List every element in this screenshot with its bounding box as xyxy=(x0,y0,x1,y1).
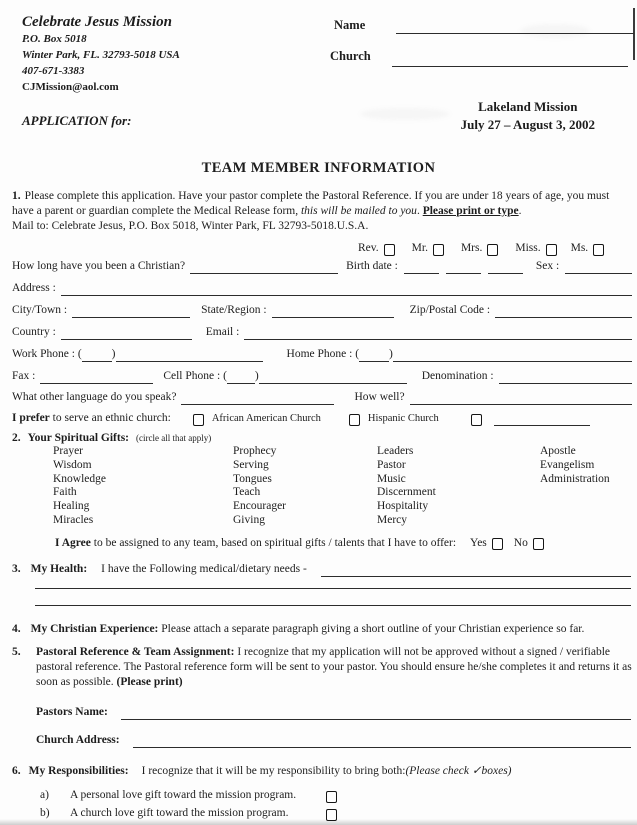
gift-option[interactable]: Knowledge xyxy=(53,472,107,485)
ethnic-hispanic-checkbox[interactable] xyxy=(349,414,360,426)
email-blank[interactable] xyxy=(244,326,632,340)
country-email-row xyxy=(12,325,632,340)
gift-option[interactable]: Healing xyxy=(53,500,90,513)
denomination-blank[interactable] xyxy=(499,370,632,384)
org-address-line1: P.O. Box 5018 xyxy=(22,33,87,45)
org-header-block xyxy=(22,13,180,95)
address-row xyxy=(12,281,632,296)
no-label: No xyxy=(513,537,528,549)
work-phone-close-paren: ) xyxy=(111,348,116,360)
org-email: CJMission@aol.com xyxy=(22,81,119,93)
gift-option[interactable]: Faith xyxy=(53,486,77,499)
cell-phone-blank[interactable] xyxy=(259,370,407,384)
gift-option[interactable]: Serving xyxy=(233,458,269,471)
responsibilities-note: (Please check ✓boxes) xyxy=(405,765,512,777)
zip-postal-blank[interactable] xyxy=(495,304,632,318)
mr-label: Mr. xyxy=(411,242,428,254)
church-address-row xyxy=(36,733,631,748)
ethnic-church-row xyxy=(12,411,632,426)
work-phone-blank[interactable] xyxy=(116,348,263,362)
org-address-line2: Winter Park, FL. 32793-5018 USA xyxy=(22,49,180,61)
fax-blank[interactable] xyxy=(40,370,153,384)
miss-label: Miss. xyxy=(515,242,541,254)
gift-option[interactable]: Administration xyxy=(540,472,610,485)
yes-label: Yes xyxy=(470,537,487,549)
pastors-name-label: Pastors Name: xyxy=(36,706,108,718)
email-label: Email : xyxy=(205,326,240,338)
cell-phone-label: Cell Phone : ( xyxy=(163,370,227,382)
gifts-column-2 xyxy=(233,445,377,528)
church-label: Church xyxy=(330,49,371,63)
rev-label: Rev. xyxy=(358,242,379,254)
health-notes-blank-1[interactable] xyxy=(321,563,631,577)
responsibilities-heading: My Responsibilities: xyxy=(28,765,129,777)
mission-dates: July 27 – August 3, 2002 xyxy=(460,117,595,132)
gifts-column-1 xyxy=(53,445,233,528)
agree-bold-label: I Agree xyxy=(55,537,91,549)
rev-checkbox[interactable] xyxy=(384,244,395,256)
instructions-text: Please complete this application. Have your pastor complete the Pastoral Reference. If you are under 18 years of age, you must have a parent or guardian complete the Medical Release form, xyxy=(12,190,610,217)
state-region-blank[interactable] xyxy=(272,304,394,318)
form-title: TEAM MEMBER INFORMATION xyxy=(201,160,436,176)
city-town-label: City/Town : xyxy=(12,304,68,316)
gift-option[interactable]: Hospitality xyxy=(377,500,429,513)
address-blank[interactable] xyxy=(61,282,632,296)
personal-love-gift-checkbox[interactable] xyxy=(326,791,337,803)
application-for-label: APPLICATION for: xyxy=(22,113,132,128)
birth-month-blank[interactable] xyxy=(446,260,481,274)
section-number: 1. xyxy=(12,190,21,202)
church-address-blank[interactable] xyxy=(133,734,631,748)
agree-text: to be assigned to any team, based on spiritual gifts / talents that I have to offer: xyxy=(90,537,457,549)
spiritual-gifts-heading-row xyxy=(12,431,211,446)
gift-option[interactable]: Encourager xyxy=(233,500,286,513)
instructions-block xyxy=(12,189,629,234)
ethnic-other-blank[interactable] xyxy=(494,412,590,426)
work-phone-label: Work Phone : ( xyxy=(12,348,82,360)
spiritual-gifts-note: (circle all that apply) xyxy=(136,433,212,443)
city-state-zip-row xyxy=(12,303,632,318)
section-number: 2. xyxy=(12,432,21,444)
work-area-code-blank[interactable] xyxy=(82,348,112,362)
country-blank[interactable] xyxy=(61,326,192,340)
birth-year-blank[interactable] xyxy=(488,260,523,274)
mrs-label: Mrs. xyxy=(460,242,483,254)
pastoral-reference-note: (Please print) xyxy=(116,676,183,688)
cell-area-code-blank[interactable] xyxy=(227,370,255,384)
gift-option[interactable]: Music xyxy=(377,472,406,485)
ethnic-hispanic-label: Hispanic Church xyxy=(367,413,439,424)
city-town-blank[interactable] xyxy=(72,304,190,318)
mail-to-line: Mail to: Celebrate Jesus, P.O. Box 5018, Winter Park, FL 32793-5018.U.S.A. xyxy=(12,220,369,232)
ethnic-rest-label: to serve an ethnic church: xyxy=(49,412,171,424)
name-blank-line[interactable] xyxy=(396,33,634,34)
health-heading: My Health: xyxy=(30,563,88,575)
gifts-column-4 xyxy=(540,445,610,528)
how-well-blank[interactable] xyxy=(410,391,632,405)
item-letter: a) xyxy=(40,789,49,801)
pastoral-reference-text: I recognize that my application will not be approved without a signed / verifiable pastoral reference. The Pastoral reference form will be sent to your pastor. You should ensure he/she completes it and returns it as soon as possible. xyxy=(36,646,632,688)
home-phone-blank[interactable] xyxy=(393,348,632,362)
denomination-label: Denomination : xyxy=(421,370,494,382)
fax-cell-denomination-row xyxy=(12,369,632,384)
country-label: Country : xyxy=(12,326,56,338)
pastoral-reference-heading: Pastoral Reference & Team Assignment: xyxy=(36,646,235,658)
how-long-christian-blank[interactable] xyxy=(190,260,338,274)
how-long-christian-label: How long have you been a Christian? xyxy=(12,260,186,272)
gift-option[interactable]: Discernment xyxy=(377,486,436,499)
responsibilities-text: I recognize that it will be my responsibility to bring both: xyxy=(141,765,406,777)
health-notes-blank-3[interactable] xyxy=(35,605,631,606)
gift-option[interactable]: Pastor xyxy=(377,458,406,471)
mrs-checkbox[interactable] xyxy=(487,244,498,256)
item-letter: b) xyxy=(40,807,50,819)
section-number: 6. xyxy=(12,765,21,777)
other-language-blank[interactable] xyxy=(181,391,334,405)
state-region-label: State/Region : xyxy=(201,304,267,316)
christian-experience-text: Please attach a separate paragraph giving a short outline of your Christian experience so far. xyxy=(161,623,585,635)
other-language-label: What other language do you speak? xyxy=(12,391,177,403)
gift-option[interactable]: Prayer xyxy=(53,445,84,457)
ms-checkbox[interactable] xyxy=(593,244,604,256)
home-area-code-blank[interactable] xyxy=(359,348,389,362)
agree-yes-checkbox[interactable] xyxy=(492,538,503,550)
mission-name: Lakeland Mission xyxy=(478,99,578,114)
language-row xyxy=(12,390,632,405)
salutation-checkbox-row xyxy=(358,241,604,256)
mission-info-block xyxy=(461,98,595,134)
instructions-print-or-type: Please print or type xyxy=(422,205,519,217)
instructions-text-end: . xyxy=(518,205,522,217)
pastors-name-blank[interactable] xyxy=(121,706,631,720)
gift-option[interactable]: Mercy xyxy=(377,513,408,526)
gifts-column-3 xyxy=(377,445,540,528)
birth-date-label: Birth date : xyxy=(346,260,398,272)
instructions-paragraph xyxy=(12,189,629,219)
scan-smudge xyxy=(360,108,450,120)
responsibility-item-b xyxy=(40,806,337,821)
address-label: Address : xyxy=(12,282,56,294)
scan-smudge xyxy=(520,24,590,38)
home-phone-label: Home Phone : ( xyxy=(286,348,360,360)
church-love-gift-checkbox[interactable] xyxy=(326,809,337,821)
section-number: 3. xyxy=(12,563,21,575)
gift-option[interactable]: Miracles xyxy=(53,513,94,526)
christian-birthdate-sex-row xyxy=(12,259,632,274)
gift-option[interactable]: Prophecy xyxy=(233,445,277,457)
gift-option[interactable]: Leaders xyxy=(377,445,414,457)
section-number: 4. xyxy=(12,623,21,635)
phones-row xyxy=(12,347,632,362)
how-well-label: How well? xyxy=(354,391,405,403)
spiritual-gifts-grid xyxy=(53,445,632,528)
item-text: A personal love gift toward the mission program. xyxy=(70,789,297,801)
christian-experience-row xyxy=(12,622,631,637)
team-assignment-agree-row xyxy=(55,536,544,551)
name-label: Name xyxy=(334,18,366,32)
christian-experience-heading: My Christian Experience: xyxy=(30,623,159,635)
gift-option[interactable]: Giving xyxy=(233,513,265,526)
pastors-name-row xyxy=(36,705,631,720)
gift-option[interactable]: Evangelism xyxy=(540,458,595,471)
ms-label: Ms. xyxy=(570,242,589,254)
birth-day-blank[interactable] xyxy=(404,260,439,274)
responsibility-item-a xyxy=(40,788,337,803)
ethnic-african-american-label: African American Church xyxy=(211,413,321,424)
pastoral-reference-block xyxy=(12,645,637,690)
scan-edge-artifact xyxy=(633,8,635,60)
ethnic-prefix-label: I prefer xyxy=(12,412,50,424)
ethnic-african-american-checkbox[interactable] xyxy=(193,414,204,426)
cell-phone-close-paren: ) xyxy=(254,370,259,382)
instructions-text-mid: . xyxy=(416,205,423,217)
gift-option[interactable]: Apostle xyxy=(540,445,576,457)
spiritual-gifts-heading: Your Spiritual Gifts: xyxy=(27,432,130,444)
gift-option[interactable]: Tongues xyxy=(233,472,272,485)
instructions-italic-text: this will be mailed to you xyxy=(300,205,417,217)
church-address-label: Church Address: xyxy=(36,734,120,746)
gift-option[interactable]: Teach xyxy=(233,486,261,499)
fax-label: Fax : xyxy=(12,370,36,382)
section-number: 5. xyxy=(12,646,21,658)
org-name: Celebrate Jesus Mission xyxy=(22,14,173,30)
health-row xyxy=(12,562,631,577)
agree-no-checkbox[interactable] xyxy=(533,538,544,550)
mr-checkbox[interactable] xyxy=(433,244,444,256)
org-phone: 407-671-3383 xyxy=(22,65,85,77)
health-text: I have the Following medical/dietary needs - xyxy=(101,563,307,575)
ethnic-other-checkbox[interactable] xyxy=(471,414,482,426)
gift-option[interactable]: Wisdom xyxy=(53,458,92,471)
miss-checkbox[interactable] xyxy=(546,244,557,256)
item-text: A church love gift toward the mission program. xyxy=(70,807,289,819)
health-notes-blank-2[interactable] xyxy=(35,588,631,589)
home-phone-close-paren: ) xyxy=(389,348,393,360)
zip-postal-label: Zip/Postal Code : xyxy=(409,304,491,316)
responsibilities-row xyxy=(12,764,631,779)
sex-blank[interactable] xyxy=(565,260,632,274)
church-blank-line[interactable] xyxy=(392,66,628,67)
sex-label: Sex : xyxy=(535,260,560,272)
